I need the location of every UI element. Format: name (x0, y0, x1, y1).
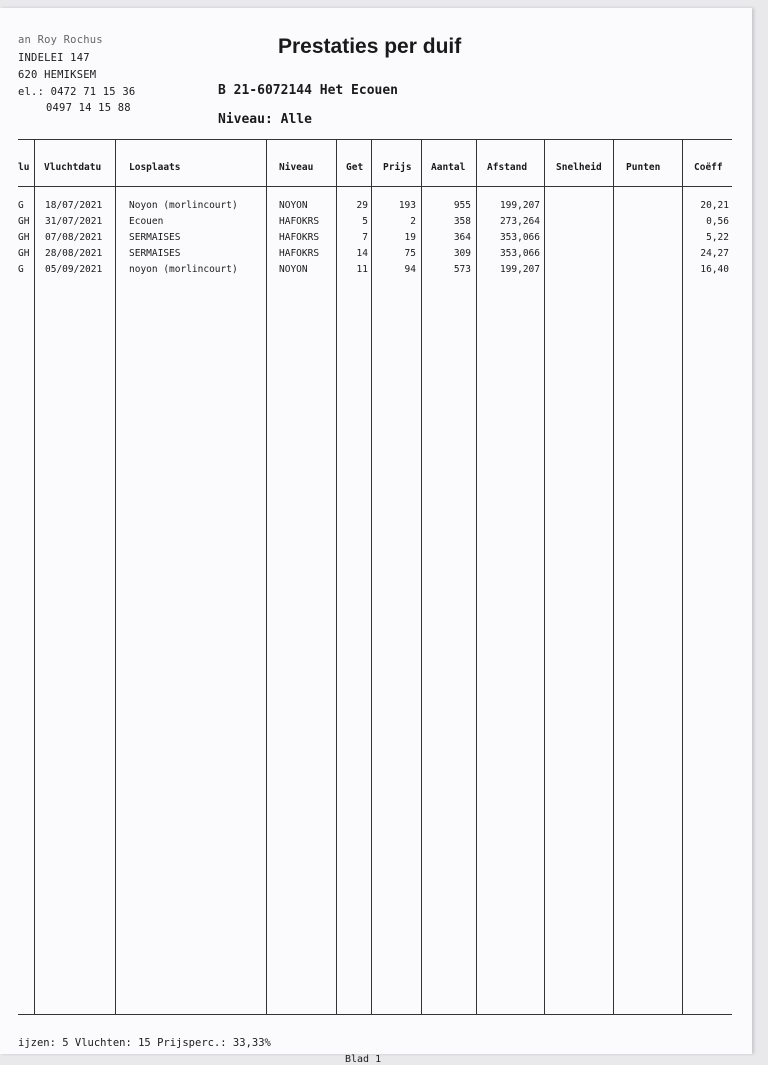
footer-summary: ijzen: 5 Vluchten: 15 Prijsperc.: 33,33% (18, 1037, 271, 1049)
row-cell-aantal: 309 (453, 248, 471, 259)
col-divider (682, 139, 683, 1015)
row-cell-coeff: 5,22 (706, 232, 729, 243)
row-cell-coeff: 24,27 (700, 248, 729, 259)
row-cell-date: 05/09/2021 (45, 264, 103, 275)
column-header-aantal: Aantal (431, 162, 466, 173)
column-header-losplaats: Losplaats (129, 162, 181, 173)
row-cell-date: 28/08/2021 (45, 248, 103, 259)
row-cell-prijs: 94 (404, 264, 416, 275)
col-divider (371, 139, 372, 1015)
row-cell-aantal: 955 (453, 200, 471, 211)
column-header-prijs: Prijs (383, 162, 412, 173)
row-cell-afstand: 273,264 (499, 216, 540, 227)
table-header-rule (18, 186, 732, 187)
col-divider (613, 139, 614, 1015)
row-cell-get: 14 (356, 248, 368, 259)
row-cell-date: 07/08/2021 (45, 232, 103, 243)
row-cell-losplaats: SERMAISES (129, 232, 181, 243)
owner-street: INDELEI 147 (18, 52, 90, 64)
row-cell-losplaats: SERMAISES (129, 248, 181, 259)
level-label: Niveau: Alle (218, 112, 312, 127)
row-cell-get: 29 (356, 200, 368, 211)
row-cell-coeff: 16,40 (700, 264, 729, 275)
row-cell-niveau: HAFOKRS (279, 216, 320, 227)
table-top-rule (18, 139, 732, 140)
row-cell-date: 18/07/2021 (45, 200, 103, 211)
row-cell-prijs: 19 (404, 232, 416, 243)
row-cell-losplaats: noyon (morlincourt) (129, 264, 238, 275)
col-divider (266, 139, 267, 1015)
row-cell-niveau: HAFOKRS (279, 232, 320, 243)
row-cell-losplaats: Noyon (morlincourt) (129, 200, 238, 211)
row-cell-lu: GH (18, 216, 30, 227)
row-cell-prijs: 75 (404, 248, 416, 259)
row-cell-afstand: 353,066 (499, 248, 540, 259)
row-cell-niveau: NOYON (279, 200, 308, 211)
row-cell-get: 11 (356, 264, 368, 275)
row-cell-losplaats: Ecouen (129, 216, 164, 227)
owner-phone-2: 0497 14 15 88 (46, 102, 131, 114)
row-cell-afstand: 353,066 (499, 232, 540, 243)
col-divider (476, 139, 477, 1015)
row-cell-prijs: 2 (410, 216, 416, 227)
column-header-date: Vluchtdatu (44, 162, 102, 173)
page-number: Blad 1 (345, 1054, 382, 1065)
col-divider (421, 139, 422, 1015)
table-bottom-rule (18, 1014, 732, 1015)
row-cell-prijs: 193 (398, 200, 416, 211)
owner-name: an Roy Rochus (18, 34, 103, 46)
row-cell-coeff: 20,21 (700, 200, 729, 211)
col-divider (115, 139, 116, 1015)
owner-phone-1: el.: 0472 71 15 36 (18, 86, 136, 98)
row-cell-lu: GH (18, 248, 30, 259)
col-divider (544, 139, 545, 1015)
column-header-lu: lu (18, 162, 30, 173)
row-cell-afstand: 199,207 (499, 264, 540, 275)
row-cell-lu: G (18, 264, 24, 275)
col-divider (336, 139, 337, 1015)
row-cell-aantal: 364 (453, 232, 471, 243)
column-header-coeff: Coëff (694, 162, 723, 173)
column-header-get: Get (346, 162, 364, 173)
column-header-punten: Punten (626, 162, 661, 173)
row-cell-afstand: 199,207 (499, 200, 540, 211)
page-title: Prestaties per duif (278, 35, 462, 58)
row-cell-niveau: NOYON (279, 264, 308, 275)
row-cell-lu: G (18, 200, 24, 211)
row-cell-get: 7 (362, 232, 368, 243)
owner-city: 620 HEMIKSEM (18, 69, 97, 81)
row-cell-niveau: HAFOKRS (279, 248, 320, 259)
pigeon-ring: B 21-6072144 Het Ecouen (218, 83, 399, 98)
col-divider (34, 139, 35, 1015)
row-cell-coeff: 0,56 (706, 216, 729, 227)
row-cell-aantal: 358 (453, 216, 471, 227)
column-header-snelheid: Snelheid (556, 162, 602, 173)
column-header-afstand: Afstand (487, 162, 528, 173)
report-sheet (0, 8, 752, 1065)
row-cell-aantal: 573 (453, 264, 471, 275)
row-cell-lu: GH (18, 232, 30, 243)
row-cell-get: 5 (362, 216, 368, 227)
row-cell-date: 31/07/2021 (45, 216, 103, 227)
column-header-niveau: Niveau (279, 162, 314, 173)
